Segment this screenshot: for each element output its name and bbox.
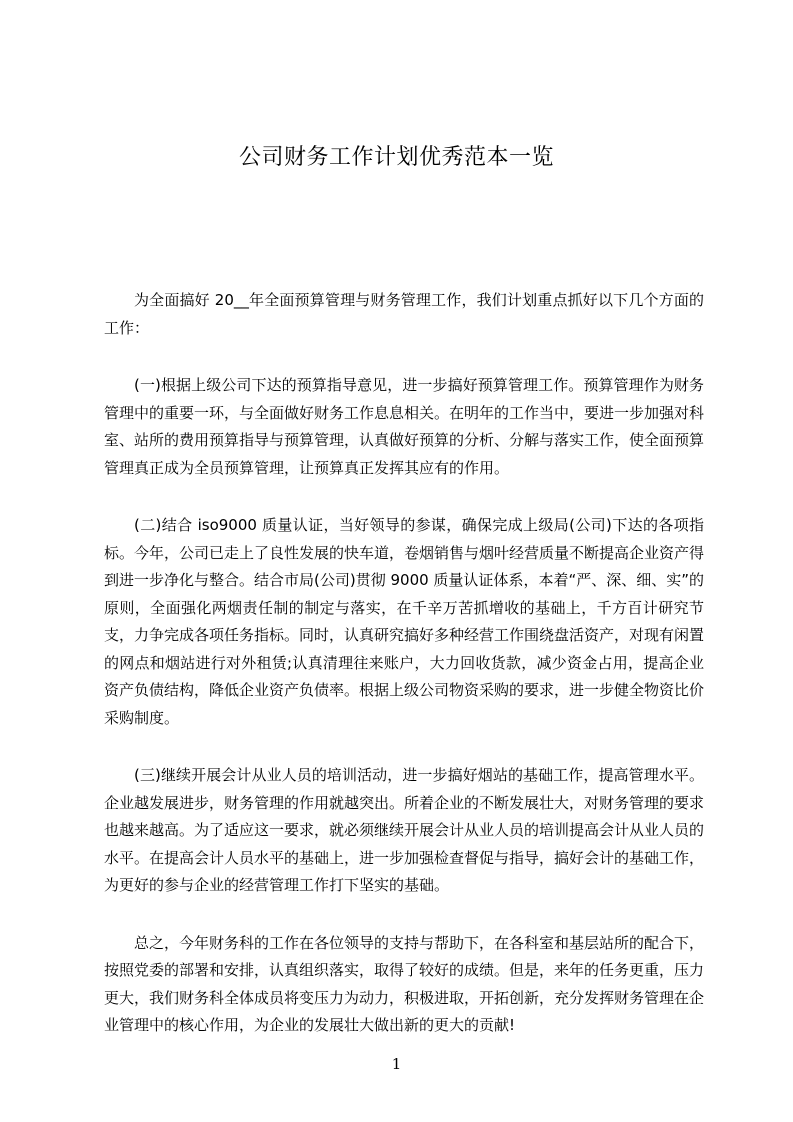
conclusion-paragraph: 总之，今年财务科的工作在各位领导的支持与帮助下，在各科室和基层站所的配合下，按照党委的部署和安排，认真组织落实，取得了较好的成绩。但是，来年的任务更重，压力更大，我们财务科全体成员将变压力为动力，积极进取，开拓创新，充分发挥财务管理在企业管理中的核心作用，为企业的发展壮大做出新的更大的贡献! [104, 933, 705, 1034]
section-three-paragraph: (三)继续开展会计从业人员的培训活动，进一步搞好烟站的基础工作，提高管理水平。企业越发展进步，财务管理的作用就越突出。所着企业的不断发展壮大，对财务管理的要求也越来越高。为了适应这一要求，就必须继续开展会计从业人员的培训提高会计从业人员的水平。在提高会计人员水平的基础上，进一步加强检查督促与指导，搞好会计的基础工作，为更好的参与企业的经营管理工作打下坚实的基础。 [104, 766, 705, 894]
document-body [104, 287, 704, 1070]
intro-paragraph: 为全面搞好 20__年全面预算管理与财务管理工作，我们计划重点抓好以下几个方面的工作： [104, 291, 704, 337]
section-one-paragraph: (一)根据上级公司下达的预算指导意见，进一步搞好预算管理工作。预算管理作为财务管理中的重要一环，与全面做好财务工作息息相关。在明年的工作当中，要进一步加强对科室、站所的费用预算指导与预算管理，认真做好预算的分析、分解与落实工作，使全面预算管理真正成为全员预算管理，让预算真正发挥其应有的作用。 [104, 376, 705, 477]
section-two-paragraph: (二)结合 iso9000 质量认证，当好领导的参谋，确保完成上级局(公司)下达的各项指标。今年，公司已走上了良性发展的快车道，卷烟销售与烟叶经营质量不断提高企业资产得到进一步净化与整合。结合市局(公司)贯彻 9000 质量认证体系，本着“严、深、细、实”的原则，全面强化两烟责任制的制定与落实，在千辛万苦抓增收的基础上，千方百计研究节支，力争完成各项任务指标。同时，认真研究搞好多种经营工作围绕盘活资产，对现有闲置的网点和烟站进行对外租赁;认真清理往来账户，大力回收货款，减少资金占用，提高企业资产负债结构，降低企业资产负债率。根据上级公司物资采购的要求，进一步健全物资比价采购制度。 [104, 516, 705, 727]
page-number: 1 [391, 1055, 402, 1073]
document-title: 公司财务工作计划优秀范本一览 [238, 145, 554, 170]
